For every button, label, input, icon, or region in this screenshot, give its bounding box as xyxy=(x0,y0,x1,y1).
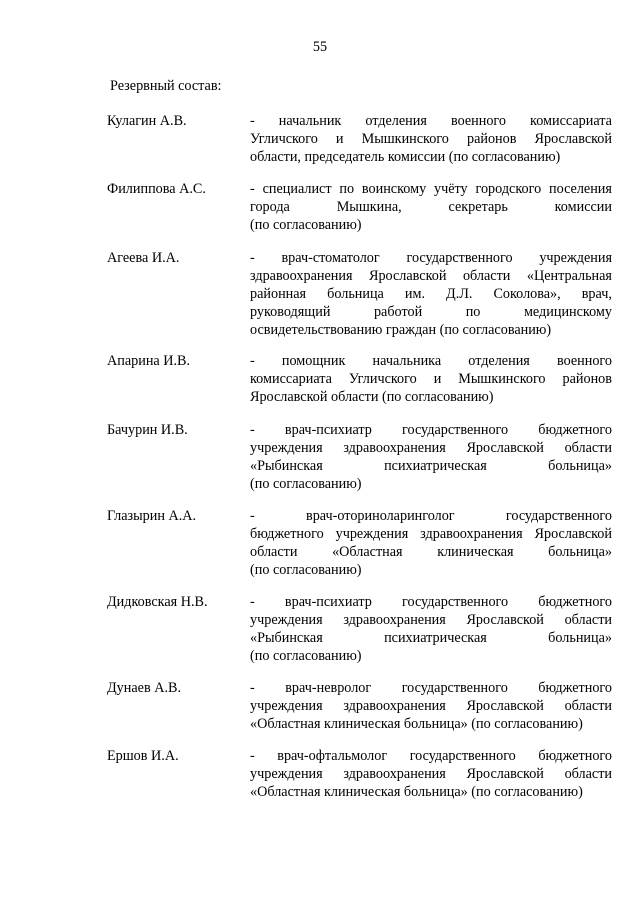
role-line: «Рыбинская психиатрическая больница» xyxy=(250,630,612,646)
member-name: Агеева И.А. xyxy=(107,250,180,266)
role-line: - врач-оториноларинголог государственного xyxy=(250,508,612,524)
member-name: Апарина И.В. xyxy=(107,353,191,369)
role-line: города Мышкина, секретарь комиссии xyxy=(250,199,612,215)
member-name: Филиппова А.С. xyxy=(107,181,206,197)
member-role xyxy=(250,112,612,166)
role-line: комиссариата Угличского и Мышкинского районов xyxy=(250,371,612,387)
role-line: области «Областная клиническая больница» xyxy=(250,544,612,560)
member-role xyxy=(250,507,612,579)
role-line: учреждения здравоохранения Ярославской области xyxy=(250,766,612,782)
member-role xyxy=(250,421,612,493)
role-line: учреждения здравоохранения Ярославской области xyxy=(250,612,612,628)
role-line: - начальник отделения военного комиссариата xyxy=(250,113,612,129)
role-line: - врач-невролог государственного бюджетного xyxy=(250,680,612,696)
role-line: учреждения здравоохранения Ярославской области xyxy=(250,698,612,714)
member-name: Глазырин А.А. xyxy=(107,508,197,524)
role-line: Угличского и Мышкинского районов Ярославской xyxy=(250,131,612,147)
role-line: бюджетного учреждения здравоохранения Ярославской xyxy=(250,526,612,542)
role-line: «Рыбинская психиатрическая больница» xyxy=(250,458,612,474)
role-line: (по согласованию) xyxy=(250,648,362,664)
role-line: Ярославской области (по согласованию) xyxy=(250,389,494,405)
role-line: здравоохранения Ярославской области «Центральная xyxy=(250,268,612,284)
member-role xyxy=(250,249,612,339)
role-line: - врач-стоматолог государственного учреждения xyxy=(250,250,612,266)
role-line: (по согласованию) xyxy=(250,562,362,578)
member-name: Дунаев А.В. xyxy=(107,680,182,696)
role-line: освидетельствованию граждан (по согласованию) xyxy=(250,322,552,338)
member-name: Кулагин А.В. xyxy=(107,113,187,129)
role-line: области, председатель комиссии (по согласованию) xyxy=(250,149,561,165)
role-line: - врач-офтальмолог государственного бюджетного xyxy=(250,748,612,764)
role-line: руководящий работой по медицинскому xyxy=(250,304,612,320)
member-name: Ершов И.А. xyxy=(107,748,179,764)
role-line: - специалист по воинскому учёту городского поселения xyxy=(250,181,612,197)
member-role xyxy=(250,352,612,406)
role-line: учреждения здравоохранения Ярославской области xyxy=(250,440,612,456)
role-line: - врач-психиатр государственного бюджетного xyxy=(250,594,612,610)
section-heading: Резервный состав: xyxy=(110,78,222,94)
role-line: районная больница им. Д.Л. Соколова», врач, xyxy=(250,286,612,302)
role-line: «Областная клиническая больница» (по согласованию) xyxy=(250,784,583,800)
member-role xyxy=(250,679,612,733)
member-role xyxy=(250,180,612,234)
role-line: (по согласованию) xyxy=(250,217,362,233)
role-line: «Областная клиническая больница» (по согласованию) xyxy=(250,716,583,732)
member-name: Дидковская Н.В. xyxy=(107,594,208,610)
page-number: 55 xyxy=(312,39,328,55)
member-role xyxy=(250,747,612,801)
role-line: - помощник начальника отделения военного xyxy=(250,353,612,369)
role-line: - врач-психиатр государственного бюджетного xyxy=(250,422,612,438)
member-role xyxy=(250,593,612,665)
member-name: Бачурин И.В. xyxy=(107,422,188,438)
role-line: (по согласованию) xyxy=(250,476,362,492)
